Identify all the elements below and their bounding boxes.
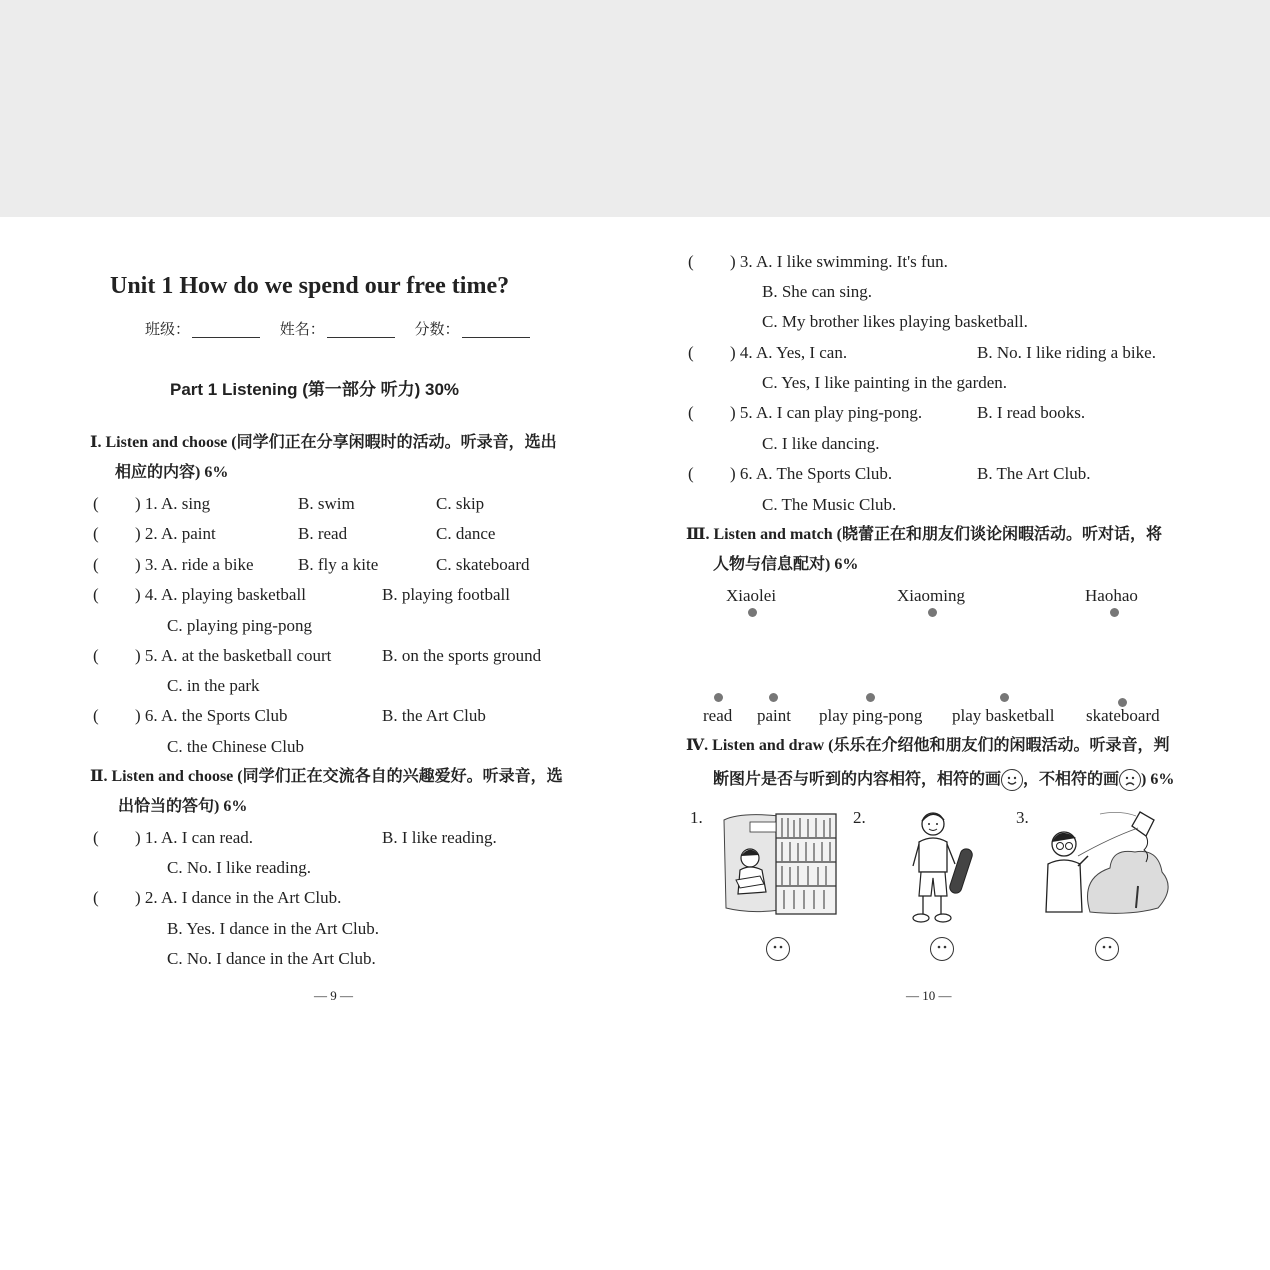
unit-title: Unit 1 How do we spend our free time? [110,273,510,299]
sec4-heading-line2 [713,768,1174,792]
s1q2-a: ) 2. A. paint [135,524,216,543]
s1q1-c: C. skip [436,494,485,513]
s1q4-a: ) 4. A. playing basketball [135,585,306,604]
sec3-heading-line2: 人物与信息配对) 6% [713,556,859,573]
paren: ( [93,524,99,543]
score-blank[interactable] [462,321,530,338]
sad-face-icon [1119,769,1141,791]
activity-skateboard: skateboard [1086,706,1160,725]
s2q6-c: C. The Music Club. [762,495,897,514]
s1q5-c: C. in the park [167,676,260,695]
pic-number-2: 2. [853,808,866,827]
s1q3-b: B. fly a kite [298,555,379,574]
s2q2-b: B. Yes. I dance in the Art Club. [167,919,380,938]
person-xiaolei: Xiaolei [726,586,777,605]
s2q3-a: ) 3. A. I like swimming. It's fun. [730,252,948,271]
s2q3-b: B. She can sing. [762,282,873,301]
s1q1-a: ) 1. A. sing [135,494,211,513]
s2q4-c: C. Yes, I like painting in the garden. [762,373,1008,392]
s1q2-c: C. dance [436,524,496,543]
s2q4-b: B. No. I like riding a bike. [977,343,1156,362]
reading-boy-illustration [720,810,840,916]
match-dot-paint[interactable] [769,693,778,702]
pic-number-3: 3. [1016,808,1029,827]
skateboard-boy-illustration [905,808,979,928]
s1q6-c: C. the Chinese Club [167,737,304,756]
paren: ( [93,888,99,907]
smile-face-icon [1001,769,1023,791]
answer-face-2-icon[interactable] [930,937,954,961]
s1q3-c: C. skateboard [436,555,530,574]
answer-face-3-icon[interactable] [1095,937,1119,961]
class-label: 班级： [145,322,191,338]
paren: ( [93,706,99,725]
paren: ( [688,252,694,271]
s2q1-b: B. I like reading. [382,828,497,847]
header-fields [145,320,530,340]
paren: ( [93,585,99,604]
s1q1-b: B. swim [298,494,355,513]
sec4-heading-part-b: ，不相符的画 [1023,771,1120,788]
paren: ( [93,494,99,513]
s2q3-c: C. My brother likes playing basketball. [762,312,1028,331]
s2q2-c: C. No. I dance in the Art Club. [167,949,376,968]
s2q5-c: C. I like dancing. [762,434,880,453]
sec2-heading-line2: 出恰当的答句) 6% [118,798,248,815]
s2q6-b: B. The Art Club. [977,464,1091,483]
activity-basketball: play basketball [952,706,1055,725]
s2q5-a: ) 5. A. I can play ping-pong. [730,403,923,422]
top-gray-band [0,0,1270,217]
s1q3-a: ) 3. A. ride a bike [135,555,254,574]
name-label: 姓名： [279,322,325,338]
person-xiaoming: Xiaoming [897,586,965,605]
name-blank[interactable] [327,321,395,338]
page-number-left: — 9 — [314,988,353,1003]
match-dot-basketball[interactable] [1000,693,1009,702]
sec1-heading-line1: Ⅰ. Listen and choose (同学们正在分享闲暇时的活动。听录音，选出 [90,434,557,451]
s2q5-b: B. I read books. [977,403,1086,422]
s2q6-a: ) 6. A. The Sports Club. [730,464,893,483]
s2q2-a: ) 2. A. I dance in the Art Club. [135,888,342,907]
sec2-heading-line1: Ⅱ. Listen and choose (同学们正在交流各自的兴趣爱好。听录音，选 [90,768,563,785]
paren: ( [688,403,694,422]
sec1-heading-line2: 相应的内容) 6% [115,464,229,481]
paren: ( [688,343,694,362]
match-dot-read[interactable] [714,693,723,702]
match-dot-xiaolei[interactable] [748,608,757,617]
paren: ( [93,555,99,574]
match-dot-ping-pong[interactable] [866,693,875,702]
s2q1-c: C. No. I like reading. [167,858,311,877]
sec3-heading-line1: Ⅲ. Listen and match (晓蕾正在和朋友们谈论闲暇活动。听对话，将 [686,526,1162,543]
class-blank[interactable] [192,321,260,338]
paren: ( [688,464,694,483]
s1q6-a: ) 6. A. the Sports Club [135,706,288,725]
s1q6-b: B. the Art Club [382,706,486,725]
paren: ( [93,828,99,847]
s1q5-b: B. on the sports ground [382,646,542,665]
person-haohao: Haohao [1085,586,1138,605]
sec4-heading-part-a: 断图片是否与听到的内容相符，相符的画 [713,771,1002,788]
part1-heading: Part 1 Listening (第一部分 听力) 30% [170,380,460,399]
pic-number-1: 1. [690,808,703,827]
paren: ( [93,646,99,665]
match-dot-xiaoming[interactable] [928,608,937,617]
s1q5-a: ) 5. A. at the basketball court [135,646,332,665]
activity-read: read [703,706,733,725]
page-number-right: — 10 — [906,988,952,1003]
s1q2-b: B. read [298,524,348,543]
s2q1-a: ) 1. A. I can read. [135,828,254,847]
sec4-heading-part-c: ) 6% [1141,771,1175,788]
score-label: 分数： [414,322,460,338]
s1q4-c: C. playing ping-pong [167,616,312,635]
activity-paint: paint [757,706,791,725]
activity-ping-pong: play ping-pong [819,706,923,725]
s1q4-b: B. playing football [382,585,510,604]
kite-boy-illustration [1040,808,1175,920]
answer-face-1-icon[interactable] [766,937,790,961]
sec4-heading-line1: Ⅳ. Listen and draw (乐乐在介绍他和朋友们的闲暇活动。听录音，判 [686,737,1170,754]
match-dot-haohao[interactable] [1110,608,1119,617]
s2q4-a: ) 4. A. Yes, I can. [730,343,848,362]
